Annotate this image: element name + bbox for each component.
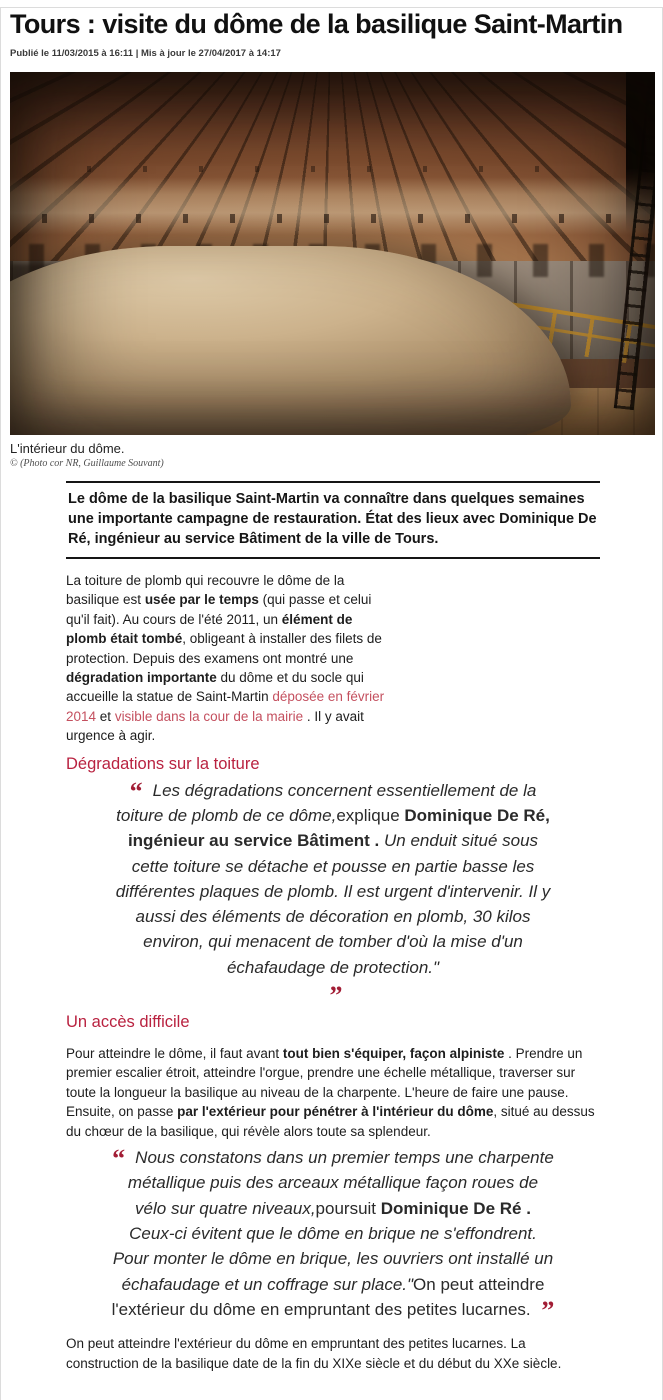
hero-figure — [0, 72, 663, 469]
paragraph-final: On peut atteindre l'extérieur du dôme en empruntant des petites lucarnes. La construction de la basilique date de la fin du XIXe siècle et du début du XXe siècle. — [66, 1336, 562, 1371]
page-title: Tours : visite du dôme de la basilique Saint-Martin — [10, 9, 623, 39]
quote-2-text: Nous constatons dans un premier temps une charpente métallique puis des arceaux métallique façon roues de vélo sur quatre niveaux,poursuit Dominique De Ré . Ceux-ci évitent que le dôme en brique ne s'effondrent. Pour monter le dôme en brique, les ouvriers ont installé un échafaudage et un coffrage sur place."On peut atteindre l'extérieur du dôme en empruntant des petites lucarnes. — [111, 1148, 554, 1319]
paragraph-acces: Pour atteindre le dôme, il faut avant tout bien s'équiper, façon alpiniste . Prendre un premier escalier étroit, atteindre l'orgue, prendre une échelle métallique, traverser sur toute la longueur la basilique au niveau de la charpente. L'heure de faire une pause. Ensuite, on passe par l'extérieur pour pénétrer à l'intérieur du dôme, situé au dessus du chœur de la basilique, qui révèle alors toute sa splendeur. — [66, 1046, 595, 1139]
quote-1 — [66, 776, 600, 1011]
article-link[interactable]: visible dans la cour de la mairie — [114, 708, 304, 724]
close-quote-icon: ” — [541, 1295, 555, 1325]
photo-credit: © (Photo cor NR, Guillaume Souvant) — [10, 458, 164, 469]
article-page — [0, 7, 663, 1400]
article-link[interactable]: déposée en février 2014 — [66, 689, 385, 724]
open-quote-icon: “ — [112, 1144, 126, 1174]
paragraph-toiture: La toiture de plomb qui recouvre le dôme de la basilique est usée par le temps (qui passe et celui qu'il fait). Au cours de l'été 2011, un élément de plomb était tombé, obligeant à installer des filets de protection. Depuis des examens ont montré une dégradation importante du dôme et du socle qui accueille la statue de Saint-Martin déposée en février 2014 et visible dans la cour de la mairie . Il y avait urgence à agir. — [66, 573, 385, 744]
photo-caption: L'intérieur du dôme. — [10, 441, 125, 456]
article-body — [66, 571, 600, 1373]
open-quote-icon: “ — [129, 776, 143, 806]
quote-2 — [66, 1144, 600, 1325]
photo-vignette — [10, 72, 655, 435]
figure-caption — [0, 441, 663, 469]
quote-1-text: Les dégradations concernent essentiellement de la toiture de plomb de ce dôme,explique Dominique De Ré, ingénieur au service Bâtiment . Un enduit situé sous cette toiture se détache et pousse en partie basse les différentes plaques de plomb. Il est urgent d'intervenir. Il y aussi des éléments de décoration en plomb, 30 kilos environ, qui menacent de tomber d'où la mise d'un échafaudage de protection." — [115, 780, 551, 977]
close-quote-icon: ” — [329, 981, 343, 1011]
section-heading-degradations: Dégradations sur la toiture — [66, 754, 260, 773]
dome-photo — [10, 72, 655, 435]
section-heading-acces: Un accès difficile — [66, 1013, 190, 1032]
article-lead: Le dôme de la basilique Saint-Martin va connaître dans quelques semaines une importante campagne de restauration. État des lieux avec Dominique De Ré, ingénieur au service Bâtiment de la ville de Tours. — [66, 481, 600, 559]
publish-meta: Publié le 11/03/2015 à 16:11 | Mis à jour le 27/04/2017 à 14:17 — [10, 48, 281, 59]
